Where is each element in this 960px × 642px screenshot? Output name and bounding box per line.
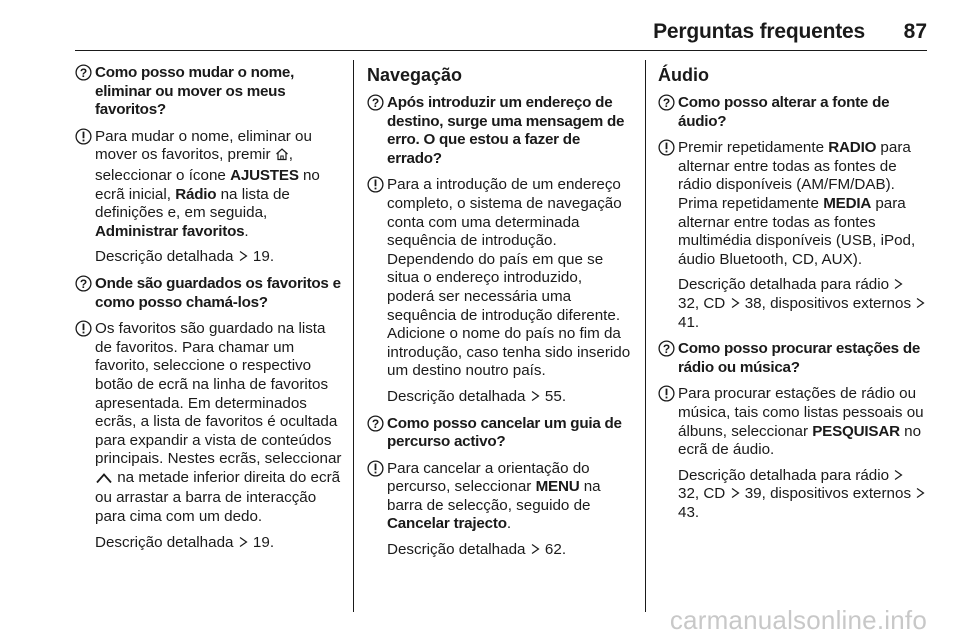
question-block <box>367 94 633 168</box>
answer-text: Para procurar estações de rádio ou música, tais como listas pessoais ou álbuns, seleccionar PESQUISAR no ecrã de áudio. <box>678 385 924 459</box>
exclamation-circle-icon <box>75 320 92 338</box>
answer-text: Premir repetidamente RADIO para alternar entre todas as fontes de rádio disponíveis (AM/FM/DAB). Prima repetidamente MEDIA para alternar entre todas as fontes multimédia disponíveis (USB, iPod, áudio Bluetooth, CD, AUX). <box>678 139 916 268</box>
page-reference-arrow-icon <box>530 390 541 402</box>
answer-text: Para mudar o nome, eliminar ou mover os favoritos, premir , seleccionar o ícone AJUSTES no ecrã inicial, Rádio na lista de definições e, em seguida, Administrar favoritos. <box>95 127 320 240</box>
question-text: Após introduzir um endereço de destino, surge uma mensagem de erro. O que estou a fazer de errado? <box>387 94 625 167</box>
answer-block <box>367 460 633 560</box>
detail-reference: Descrição detalhada 19. <box>95 533 275 551</box>
answer-text: Para cancelar a orientação do percurso, seleccionar MENU na barra de selecção, seguido de Cancelar trajecto. <box>387 459 601 533</box>
question-block <box>658 94 928 131</box>
detail-reference: Descrição detalhada 55. <box>387 387 567 405</box>
page-reference-arrow-icon <box>915 487 926 499</box>
detail-reference: Descrição detalhada 19. <box>95 248 275 266</box>
answer-block <box>367 176 633 406</box>
question-block <box>75 275 343 312</box>
page-title: Perguntas frequentes <box>653 20 865 43</box>
answer-text: Os favoritos são guardado na lista de favoritos. Para chamar um favorito, seleccione o respectivo botão de ecrã na linha de favoritos apresentada. Em determinados ecrãs, a lista de favoritos é ocultada para expandir a vista de conteúdos principais. Nestes ecrãs, seleccionar na metade inferior direita do ecrã ou arrastar a barra de interacção para cima com um dedo. <box>95 320 342 526</box>
exclamation-circle-icon <box>367 460 384 478</box>
detail-reference: Descrição detalhada 62. <box>387 541 567 559</box>
home-icon <box>275 147 289 167</box>
question-circle-icon <box>658 94 675 112</box>
detail-reference: Descrição detalhada para rádio 32, CD 38, dispositivos externos 41. <box>678 276 928 332</box>
page-reference-arrow-icon <box>893 278 904 290</box>
column-1 <box>75 64 343 560</box>
watermark-logo: carmanualsonline.info <box>669 605 927 635</box>
question-text: Como posso procurar estações de rádio ou música? <box>678 340 921 376</box>
column-divider <box>645 60 646 612</box>
column-divider <box>353 60 354 612</box>
question-block <box>658 340 928 377</box>
question-block <box>367 415 633 452</box>
page-reference-arrow-icon <box>915 297 926 309</box>
page-reference-arrow-icon <box>730 297 741 309</box>
question-circle-icon <box>75 275 92 293</box>
exclamation-circle-icon <box>367 176 384 194</box>
exclamation-circle-icon <box>75 128 92 146</box>
question-text: Como posso mudar o nome, eliminar ou mover os meus favoritos? <box>95 64 295 119</box>
question-circle-icon <box>367 415 384 433</box>
page-header <box>75 0 927 51</box>
page-reference-arrow-icon <box>238 250 249 262</box>
answer-block <box>658 385 928 522</box>
question-circle-icon <box>75 64 92 82</box>
question-block <box>75 64 343 120</box>
detail-reference: Descrição detalhada para rádio 32, CD 39, dispositivos externos 43. <box>678 467 928 523</box>
column-3 <box>658 64 928 530</box>
answer-block <box>75 128 343 267</box>
page-reference-arrow-icon <box>730 487 741 499</box>
section-title: Áudio <box>658 65 709 85</box>
question-circle-icon <box>658 340 675 358</box>
answer-block <box>75 320 343 552</box>
section-title: Navegação <box>367 65 463 85</box>
chevron-up-icon <box>95 471 113 490</box>
page-number: 87 <box>903 20 927 43</box>
exclamation-circle-icon <box>658 139 675 157</box>
question-text: Onde são guardados os favoritos e como posso chamá-los? <box>95 274 341 311</box>
answer-text: Para a introdução de um endereço completo, o sistema de navegação conta com uma determinada sequência de introdução. Dependendo do país em que se situa o endereço introduzido, poderá ser necessária uma sequência de introdução diferente. Adicione o nome do país no fim da introdução, caso tenha sido inserido um destino noutro país. <box>387 176 631 380</box>
column-2 <box>367 64 633 568</box>
page-reference-arrow-icon <box>238 536 249 548</box>
exclamation-circle-icon <box>658 385 675 403</box>
page-reference-arrow-icon <box>893 469 904 481</box>
question-circle-icon <box>367 94 384 112</box>
answer-block <box>658 139 928 332</box>
page-reference-arrow-icon <box>530 543 541 555</box>
question-text: Como posso alterar a fonte de áudio? <box>678 94 890 130</box>
question-text: Como posso cancelar um guia de percurso activo? <box>387 414 622 451</box>
